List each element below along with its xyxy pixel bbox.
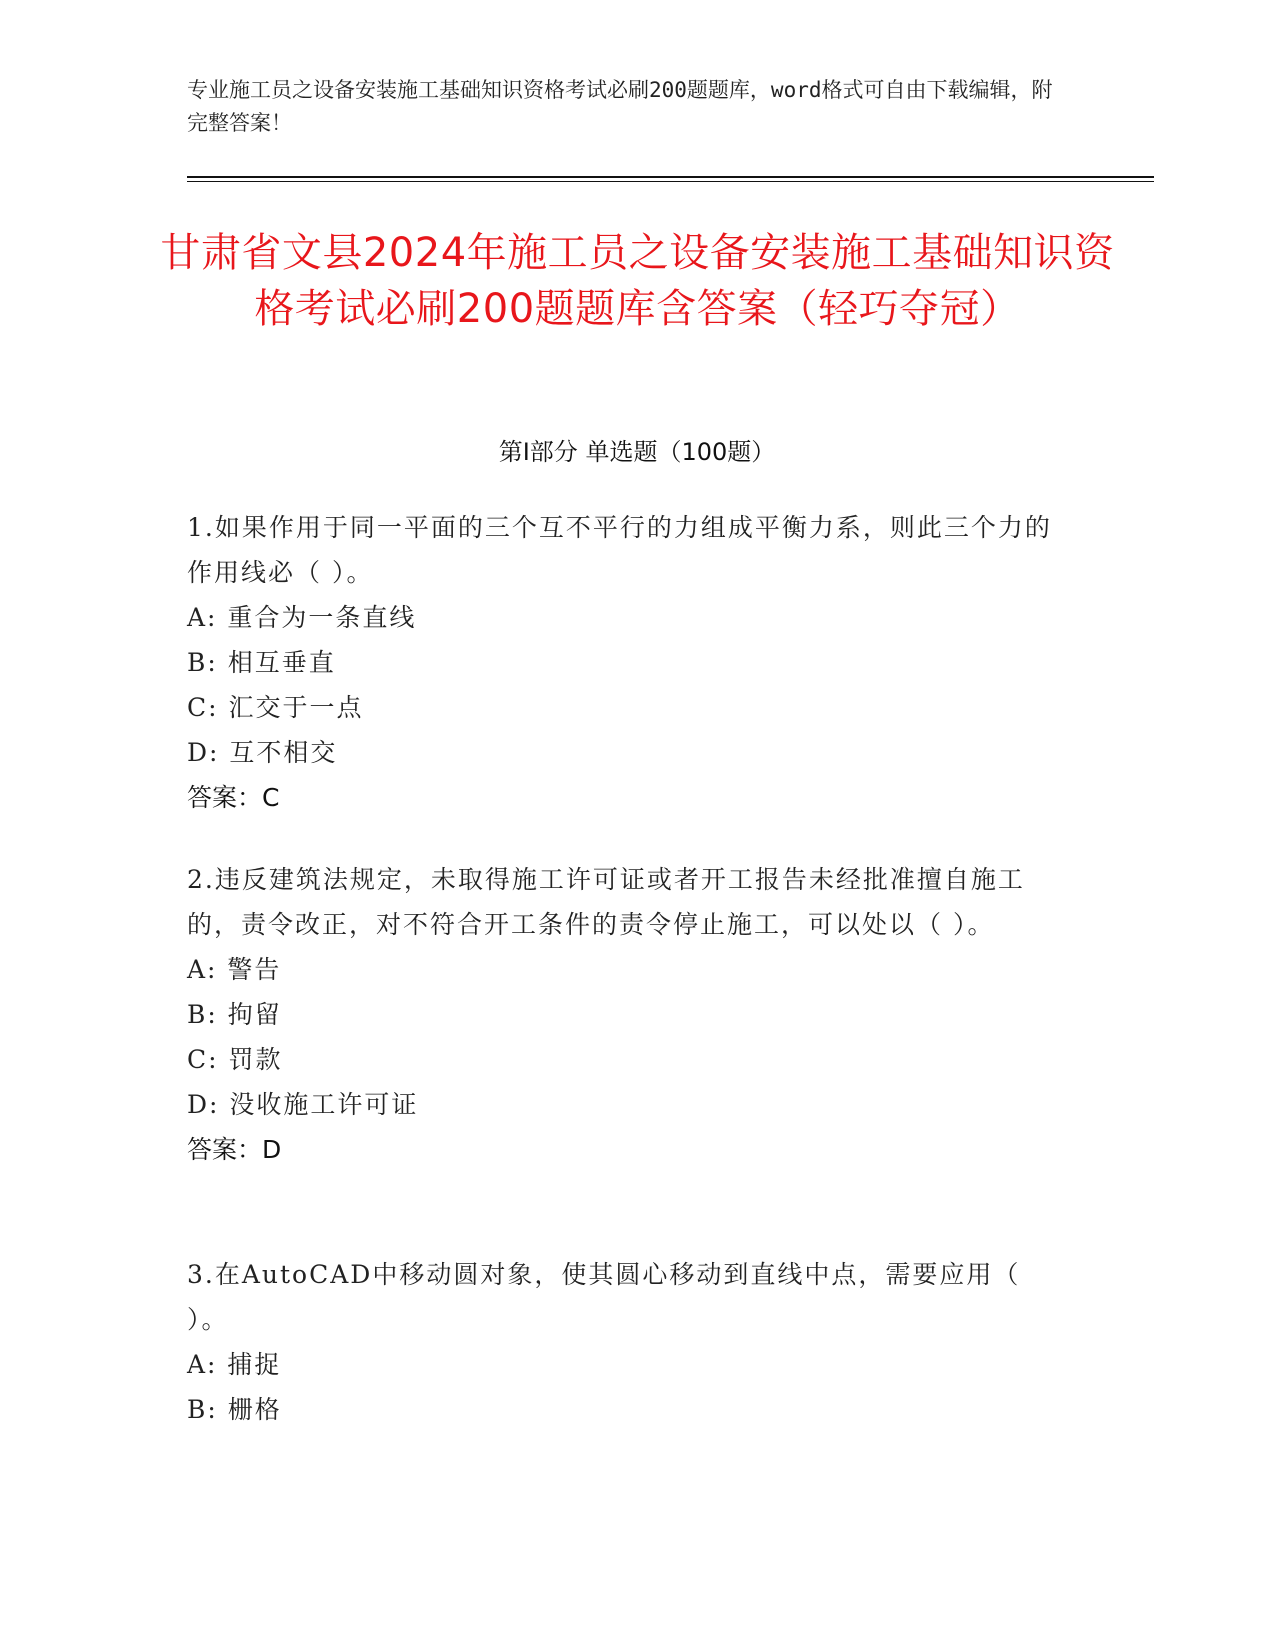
option-c: C: 罚款 xyxy=(187,1045,283,1074)
option-a: A: 重合为一条直线 xyxy=(187,603,417,632)
option-b: B: 拘留 xyxy=(187,1000,282,1029)
answer: 答案：C xyxy=(187,783,280,812)
option-a: A: 警告 xyxy=(187,955,282,984)
question-stem: 2.违反建筑法规定，未取得施工许可证或者开工报告未经批准擅自施工的，责令改正，对不符合开工条件的责令停止施工，可以处以（ ）。 xyxy=(187,865,1025,939)
option-d: D: 互不相交 xyxy=(187,738,338,767)
option-b: B: 相互垂直 xyxy=(187,648,336,677)
option-d: D: 没收施工许可证 xyxy=(187,1090,419,1119)
question-1 xyxy=(187,505,1067,820)
header-divider xyxy=(187,176,1154,178)
question-3 xyxy=(187,1252,1067,1432)
header-note: 专业施工员之设备安装施工基础知识资格考试必刷200题题库，word格式可自由下载编辑，附完整答案！ xyxy=(187,78,1053,135)
option-c: C: 汇交于一点 xyxy=(187,693,364,722)
section-title: 第Ⅰ部分 单选题（100题） xyxy=(498,438,776,466)
answer: 答案：D xyxy=(187,1135,282,1164)
header-divider-thin xyxy=(187,181,1154,182)
question-2 xyxy=(187,857,1067,1172)
option-b: B: 栅格 xyxy=(187,1395,282,1424)
document-title: 甘肃省文县2024年施工员之设备安装施工基础知识资格考试必刷200题题库含答案（轻巧夺冠） xyxy=(160,230,1115,332)
option-a: A: 捕捉 xyxy=(187,1350,282,1379)
question-stem: 3.在AutoCAD中移动圆对象，使其圆心移动到直线中点，需要应用（ ）。 xyxy=(187,1260,1021,1334)
question-stem: 1.如果作用于同一平面的三个互不平行的力组成平衡力系，则此三个力的作用线必（ ）。 xyxy=(187,513,1052,587)
